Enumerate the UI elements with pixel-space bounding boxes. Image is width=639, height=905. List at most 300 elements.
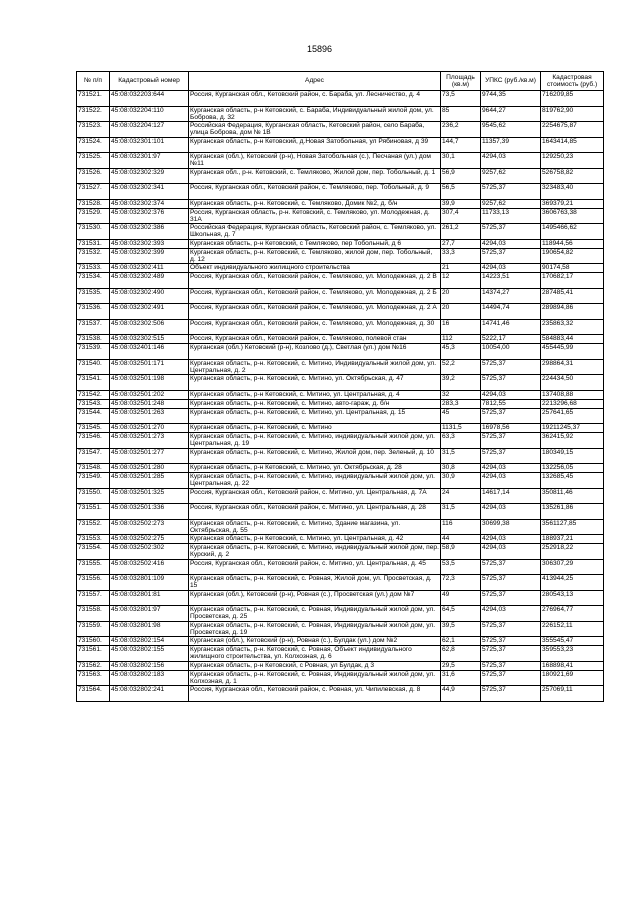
address: Россия, Курганская обл., Кетовский район, с. Бараба, ул. Лесничество, д. 4 bbox=[189, 91, 441, 107]
row-number: 731552. bbox=[77, 519, 110, 535]
table-row bbox=[77, 504, 604, 520]
address: Россия, Курганская обл., Кетовский район, с. Темляково, пер. Тобольный, д. 9 bbox=[189, 184, 441, 200]
table-row bbox=[77, 661, 604, 670]
upks: 5725,37 bbox=[481, 637, 541, 646]
cadastral-number: 45:08:032501:280 bbox=[110, 464, 189, 473]
cadastral-number: 45:08:032802:154 bbox=[110, 637, 189, 646]
table-row bbox=[77, 137, 604, 153]
upks: 5725,37 bbox=[481, 359, 541, 375]
cadastral-number: 45:08:032501:248 bbox=[110, 399, 189, 408]
cadastral-value: 3606763,38 bbox=[541, 208, 604, 224]
upks: 5725,37 bbox=[481, 375, 541, 391]
cadastral-number: 45:08:032302:329 bbox=[110, 168, 189, 184]
address: Курганская обл., р-н. Кетовский, с. Темляково, Жилой дом, пер. Тобольный, д. 1 bbox=[189, 168, 441, 184]
row-number: 731539. bbox=[77, 344, 110, 360]
address: Россия, Курганская обл., Кетовский район, с. Темляково, полевой стан bbox=[189, 335, 441, 344]
area: 45 bbox=[441, 408, 481, 424]
upks: 14223,51 bbox=[481, 273, 541, 289]
upks: 14617,14 bbox=[481, 488, 541, 504]
upks: 9257,62 bbox=[481, 168, 541, 184]
cadastral-number: 45:08:032501:198 bbox=[110, 375, 189, 391]
cadastral-value: 135261,86 bbox=[541, 504, 604, 520]
upks: 5725,37 bbox=[481, 433, 541, 449]
area: 20 bbox=[441, 288, 481, 304]
row-number: 731540. bbox=[77, 359, 110, 375]
cadastral-number: 45:08:032501:202 bbox=[110, 390, 189, 399]
upks: 5725,37 bbox=[481, 661, 541, 670]
area: 112 bbox=[441, 335, 481, 344]
table-row bbox=[77, 168, 604, 184]
cadastral-number: 45:08:032204:110 bbox=[110, 106, 189, 122]
address: Россия, Курганская обл., Кетовский район, с. Ровная, ул. Чипилевская, д. 8 bbox=[189, 686, 441, 702]
row-number: 731537. bbox=[77, 319, 110, 335]
row-number: 731563. bbox=[77, 670, 110, 686]
cadastral-number: 45:08:032203:644 bbox=[110, 91, 189, 107]
row-number: 731541. bbox=[77, 375, 110, 391]
cadastral-number: 45:08:032302:489 bbox=[110, 273, 189, 289]
row-number: 731536. bbox=[77, 304, 110, 320]
address: Курганская область, р-н. Кетовский, с. Митино bbox=[189, 424, 441, 433]
upks: 5725,37 bbox=[481, 621, 541, 637]
cadastral-number: 45:08:032301:101 bbox=[110, 137, 189, 153]
upks: 14741,46 bbox=[481, 319, 541, 335]
cadastral-value: 350811,46 bbox=[541, 488, 604, 504]
cadastral-value: 19211245,37 bbox=[541, 424, 604, 433]
upks: 5725,37 bbox=[481, 575, 541, 591]
address: Курганская область, р-н. Кетовский, с. Ровная, Индивидуальный жилой дом, ул. Просветская, д. 19 bbox=[189, 621, 441, 637]
row-number: 731544. bbox=[77, 408, 110, 424]
cadastral-value: 2213296,68 bbox=[541, 399, 604, 408]
cadastral-number: 45:08:032302:399 bbox=[110, 248, 189, 264]
upks: 5725,37 bbox=[481, 646, 541, 662]
area: 73,5 bbox=[441, 91, 481, 107]
cadastral-value: 276964,77 bbox=[541, 606, 604, 622]
row-number: 731559. bbox=[77, 621, 110, 637]
row-number: 731564. bbox=[77, 686, 110, 702]
cadastral-number: 45:08:032401:146 bbox=[110, 344, 189, 360]
table-row bbox=[77, 519, 604, 535]
address: Курганская (обл.), Кетовский (р-н), Новая Затобольная (с.), Песчаная (ул.) дом №11 bbox=[189, 153, 441, 169]
area: 30,1 bbox=[441, 153, 481, 169]
address: Курганская область, р-н. Кетовский, с. Темляково, жилой дом, пер. Тобольный, д. 12 bbox=[189, 248, 441, 264]
cadastral-number: 45:08:032302:393 bbox=[110, 239, 189, 248]
row-number: 731524. bbox=[77, 137, 110, 153]
address: Курганская (обл.), Кетовский (р-н), Ровная (с.), Просветская (ул.) дом №7 bbox=[189, 590, 441, 606]
upks: 4294,03 bbox=[481, 473, 541, 489]
area: 53,5 bbox=[441, 559, 481, 575]
cadastral-value: 132685,45 bbox=[541, 473, 604, 489]
address: Россия, Курганская обл., Кетовский район, с. Митино, ул. Центральная, д. 28 bbox=[189, 504, 441, 520]
row-number: 731530. bbox=[77, 224, 110, 240]
cadastral-value: 226152,11 bbox=[541, 621, 604, 637]
table-row bbox=[77, 335, 604, 344]
cadastral-number: 45:08:032501:285 bbox=[110, 473, 189, 489]
area: 62,8 bbox=[441, 646, 481, 662]
row-number: 731542. bbox=[77, 390, 110, 399]
table-row bbox=[77, 239, 604, 248]
table-row bbox=[77, 248, 604, 264]
area: 20 bbox=[441, 304, 481, 320]
cadastral-value: 168898,41 bbox=[541, 661, 604, 670]
cadastral-value: 323483,40 bbox=[541, 184, 604, 200]
row-number: 731528. bbox=[77, 199, 110, 208]
cadastral-value: 306307,29 bbox=[541, 559, 604, 575]
area: 236,2 bbox=[441, 122, 481, 138]
area: 307,4 bbox=[441, 208, 481, 224]
table-row bbox=[77, 559, 604, 575]
table-row bbox=[77, 621, 604, 637]
upks: 5725,37 bbox=[481, 224, 541, 240]
table-row bbox=[77, 424, 604, 433]
address: Курганская область, р-н. Кетовский, с. Митино, авто-гараж, д. б/н bbox=[189, 399, 441, 408]
cadastral-number: 45:08:032802:241 bbox=[110, 686, 189, 702]
row-number: 731522. bbox=[77, 106, 110, 122]
address: Курганская область, р-н. Кетовский, с. Митино, ул. Октябрьская, д. 47 bbox=[189, 375, 441, 391]
address: Курганская область, р-н Кетовский, с. Бараба, Индивидуальный жилой дом, ул. Боброва, д. 32 bbox=[189, 106, 441, 122]
row-number: 731550. bbox=[77, 488, 110, 504]
upks: 4294,03 bbox=[481, 535, 541, 544]
cadastral-number: 45:08:032501:336 bbox=[110, 504, 189, 520]
header-address: Адрес bbox=[189, 72, 441, 91]
table-row bbox=[77, 399, 604, 408]
row-number: 731560. bbox=[77, 637, 110, 646]
upks: 4294,03 bbox=[481, 390, 541, 399]
area: 64,5 bbox=[441, 606, 481, 622]
row-number: 731545. bbox=[77, 424, 110, 433]
cadastral-value: 413944,25 bbox=[541, 575, 604, 591]
cadastral-value: 170682,17 bbox=[541, 273, 604, 289]
row-number: 731535. bbox=[77, 288, 110, 304]
address: Россия, Курганская обл., Кетовский район, с. Митино, ул. Центральная, д. 7А bbox=[189, 488, 441, 504]
row-number: 731538. bbox=[77, 335, 110, 344]
address: Курганская (обл.), Кетовский (р-н), Ровная (с.), Булдак (ул.) дом №2 bbox=[189, 637, 441, 646]
cadastral-value: 235863,32 bbox=[541, 319, 604, 335]
row-number: 731543. bbox=[77, 399, 110, 408]
area: 24 bbox=[441, 488, 481, 504]
address: Курганская область, р-н. Кетовский, с. Митино, ул. Центральная, д. 15 bbox=[189, 408, 441, 424]
cadastral-value: 180349,15 bbox=[541, 448, 604, 464]
row-number: 731548. bbox=[77, 464, 110, 473]
address: Россия, Курганская обл., Кетовский район, с. Темляково, ул. Молодежная, д. 2 Б bbox=[189, 288, 441, 304]
address: Россия, Курганская обл., Кетовский район, с. Темляково, ул. Молодежная, д. 2 А bbox=[189, 304, 441, 320]
area: 39,9 bbox=[441, 199, 481, 208]
area: 1131,5 bbox=[441, 424, 481, 433]
row-number: 731529. bbox=[77, 208, 110, 224]
upks: 16978,56 bbox=[481, 424, 541, 433]
address: Курганская область, р-н Кетовский, с Ровная, ул Булдак, д 3 bbox=[189, 661, 441, 670]
row-number: 731527. bbox=[77, 184, 110, 200]
cadastral-number: 45:08:032802:183 bbox=[110, 670, 189, 686]
cadastral-value: 188937,21 bbox=[541, 535, 604, 544]
row-number: 731554. bbox=[77, 544, 110, 560]
area: 62,1 bbox=[441, 637, 481, 646]
address: Курганская область, р-н Кетовский, с. Митино, ул. Центральная, д. 42 bbox=[189, 535, 441, 544]
area: 31,5 bbox=[441, 504, 481, 520]
cadastral-value: 355545,47 bbox=[541, 637, 604, 646]
table-row bbox=[77, 264, 604, 273]
upks: 5725,37 bbox=[481, 670, 541, 686]
cadastral-number: 45:08:032501:263 bbox=[110, 408, 189, 424]
header-cadastral-value: Кадастровая стоимость (руб.) bbox=[541, 72, 604, 91]
cadastral-value: 257641,65 bbox=[541, 408, 604, 424]
cadastral-number: 45:08:032302:374 bbox=[110, 199, 189, 208]
upks: 4294,03 bbox=[481, 264, 541, 273]
table-row bbox=[77, 122, 604, 138]
row-number: 731556. bbox=[77, 575, 110, 591]
table-row bbox=[77, 153, 604, 169]
cadastral-number: 45:08:032302:515 bbox=[110, 335, 189, 344]
table-header bbox=[77, 72, 604, 91]
address: Россия, Курганская обл., Кетовский район, с. Темляково, ул. Молодежная, д. 30 bbox=[189, 319, 441, 335]
address: Российская Федерация, Курганская область, Кетовский район, с. Темляково, ул. Школьная, д. 7 bbox=[189, 224, 441, 240]
upks: 5725,37 bbox=[481, 408, 541, 424]
table-row bbox=[77, 535, 604, 544]
cadastral-number: 45:08:032302:411 bbox=[110, 264, 189, 273]
address: Курганская (обл.) Кетовский (р-н), Козлово (д.), Светлая (ул.) дом №16 bbox=[189, 344, 441, 360]
upks: 4294,03 bbox=[481, 544, 541, 560]
cadastral-number: 45:08:032302:490 bbox=[110, 288, 189, 304]
upks: 4294,03 bbox=[481, 153, 541, 169]
cadastral-value: 289894,86 bbox=[541, 304, 604, 320]
area: 63,3 bbox=[441, 433, 481, 449]
cadastral-number: 45:08:032302:376 bbox=[110, 208, 189, 224]
area: 39,5 bbox=[441, 621, 481, 637]
area: 31,5 bbox=[441, 448, 481, 464]
area: 44,9 bbox=[441, 686, 481, 702]
table-row bbox=[77, 408, 604, 424]
address: Курганская область, р-н. Кетовский, с. Митино, индивидуальный жилой дом, пер. Курский, д. 2 bbox=[190, 544, 439, 559]
cadastral-number: 45:08:032801:109 bbox=[110, 575, 189, 591]
header-row bbox=[77, 72, 604, 91]
address: Россия, Курганская обл., Кетовский район, с. Темляково, ул. Молодежная, д. 2 В bbox=[189, 273, 441, 289]
address: Курганская область, р-н Кетовский, с. Митино, ул. Центральная, д. 4 bbox=[189, 390, 441, 399]
header-number: № п/п bbox=[77, 72, 110, 91]
area: 56,5 bbox=[441, 184, 481, 200]
table-row bbox=[77, 670, 604, 686]
table-row bbox=[77, 288, 604, 304]
area: 283,3 bbox=[441, 399, 481, 408]
upks: 5725,37 bbox=[481, 184, 541, 200]
cadastral-value: 190654,82 bbox=[541, 248, 604, 264]
table-row bbox=[77, 488, 604, 504]
table-row bbox=[77, 433, 604, 449]
address: Россия, Курганская обл., Кетовский район, с. Митино, ул. Центральная, д. 45 bbox=[189, 559, 441, 575]
cadastral-value: 1495466,62 bbox=[541, 224, 604, 240]
address: Российская Федерация, Курганская область, Кетовский район, село Бараба, улица Боброва, дом № 1В bbox=[189, 122, 441, 138]
table-row bbox=[77, 375, 604, 391]
address: Курганская область, р-н. Кетовский, с. Митино, Индивидуальный жилой дом, ул. Центральная, д. 2 bbox=[189, 359, 441, 375]
address: Курганская область, р-н. Кетовский, с. Митино, Жилой дом, пер. Зеленый, д. 10 bbox=[189, 448, 441, 464]
table-row bbox=[77, 646, 604, 662]
address: Курганская область, р-н. Кетовский, с. Ровная, Индивидуальный жилой дом, ул. Просветская, д. 25 bbox=[189, 606, 441, 622]
address: Россия, Курганская область, р-н. Кетовский, с. Темляково, ул. Молодежная, д. 31А bbox=[189, 208, 441, 224]
upks: 14374,27 bbox=[481, 288, 541, 304]
cadastral-number: 45:08:032502:275 bbox=[110, 535, 189, 544]
upks: 5725,37 bbox=[481, 448, 541, 464]
table-row bbox=[77, 637, 604, 646]
table-row bbox=[77, 448, 604, 464]
cadastral-number: 45:08:032501:270 bbox=[110, 424, 189, 433]
cadastral-number: 45:08:032302:386 bbox=[110, 224, 189, 240]
address: Курганская область, р-н. Кетовский, с. Митино, индивидуальный жилой дом, ул. Центральная, д. 22 bbox=[189, 473, 441, 489]
cadastral-number: 45:08:032302:491 bbox=[110, 304, 189, 320]
table-row bbox=[77, 544, 604, 560]
table-row bbox=[77, 590, 604, 606]
cadastral-value: 224434,50 bbox=[541, 375, 604, 391]
area: 144,7 bbox=[441, 137, 481, 153]
area: 27,7 bbox=[441, 239, 481, 248]
cadastral-value: 298864,31 bbox=[541, 359, 604, 375]
row-number: 731561. bbox=[77, 646, 110, 662]
upks: 14494,74 bbox=[481, 304, 541, 320]
area: 29,5 bbox=[441, 661, 481, 670]
table-row bbox=[77, 224, 604, 240]
table-row bbox=[77, 199, 604, 208]
address: Курганская область, р-н Кетовский, с. Митино, ул. Октябрьская, д. 28 bbox=[189, 464, 441, 473]
row-number: 731525. bbox=[77, 153, 110, 169]
cadastral-value: 287485,41 bbox=[541, 288, 604, 304]
upks: 9744,35 bbox=[481, 91, 541, 107]
row-number: 731558. bbox=[77, 606, 110, 622]
address: Курганская область, р-н Кетовский, д.Новая Затобольная, ул Рябиновая, д 39 bbox=[189, 137, 441, 153]
row-number: 731521. bbox=[77, 91, 110, 107]
row-number: 731533. bbox=[77, 264, 110, 273]
address: Курганская область, р-н. Кетовский, с. Ровная, Жилой дом, ул. Просветская, д. 15 bbox=[189, 575, 441, 591]
cadastral-value: 819762,90 bbox=[541, 106, 604, 122]
cadastral-value: 90174,58 bbox=[541, 264, 604, 273]
cadastral-number: 45:08:032302:341 bbox=[110, 184, 189, 200]
table-row bbox=[77, 390, 604, 399]
cadastral-value: 455445,99 bbox=[541, 344, 604, 360]
row-number: 731531. bbox=[77, 239, 110, 248]
cadastral-value: 257069,11 bbox=[541, 686, 604, 702]
cadastral-value: 359553,23 bbox=[541, 646, 604, 662]
cadastral-value-table bbox=[76, 71, 604, 702]
area: 85 bbox=[441, 106, 481, 122]
row-number: 731523. bbox=[77, 122, 110, 138]
cadastral-value: 180921,69 bbox=[541, 670, 604, 686]
upks: 5725,37 bbox=[481, 686, 541, 702]
cadastral-number: 45:08:032501:277 bbox=[110, 448, 189, 464]
row-number: 731534. bbox=[77, 273, 110, 289]
row-number: 731557. bbox=[77, 590, 110, 606]
cadastral-value: 118944,56 bbox=[541, 239, 604, 248]
cadastral-number: 45:08:032301:97 bbox=[110, 153, 189, 169]
row-number: 731526. bbox=[77, 168, 110, 184]
upks: 9644,27 bbox=[481, 106, 541, 122]
cadastral-number: 45:08:032501:325 bbox=[110, 488, 189, 504]
table-row bbox=[77, 273, 604, 289]
upks: 11733,13 bbox=[481, 208, 541, 224]
table-body bbox=[77, 91, 604, 702]
table-row bbox=[77, 464, 604, 473]
cadastral-value: 2254675,87 bbox=[541, 122, 604, 138]
area: 56,9 bbox=[441, 168, 481, 184]
cadastral-value: 362415,92 bbox=[541, 433, 604, 449]
area: 44 bbox=[441, 535, 481, 544]
upks: 30699,38 bbox=[481, 519, 541, 535]
upks: 4294,03 bbox=[481, 239, 541, 248]
table-row bbox=[77, 304, 604, 320]
area: 72,3 bbox=[441, 575, 481, 591]
area: 12 bbox=[441, 273, 481, 289]
address: Объект индивидуального жилищного строительства bbox=[189, 264, 441, 273]
area: 39,2 bbox=[441, 375, 481, 391]
area: 32 bbox=[441, 390, 481, 399]
cadastral-number: 45:08:032801:81 bbox=[110, 590, 189, 606]
cadastral-value: 132256,05 bbox=[541, 464, 604, 473]
row-number: 731546. bbox=[77, 433, 110, 449]
area: 30,8 bbox=[441, 464, 481, 473]
cadastral-number: 45:08:032501:273 bbox=[110, 433, 189, 449]
area: 31,6 bbox=[441, 670, 481, 686]
area: 30,9 bbox=[441, 473, 481, 489]
cadastral-number: 45:08:032502:302 bbox=[110, 544, 189, 560]
row-number: 731549. bbox=[77, 473, 110, 489]
table-row bbox=[77, 344, 604, 360]
header-cadastral-number: Кадастровый номер bbox=[110, 72, 189, 91]
cadastral-value: 584883,44 bbox=[541, 335, 604, 344]
area: 116 bbox=[441, 519, 481, 535]
cadastral-number: 45:08:032502:416 bbox=[110, 559, 189, 575]
table-row bbox=[77, 575, 604, 591]
upks: 10054,00 bbox=[481, 344, 541, 360]
cadastral-number: 45:08:032802:155 bbox=[110, 646, 189, 662]
upks: 5725,37 bbox=[481, 248, 541, 264]
table-row bbox=[77, 184, 604, 200]
address: Курганская область, р-н Кетовский, с Темляково, пер Тобольный, д 6 bbox=[189, 239, 441, 248]
table-row bbox=[77, 319, 604, 335]
cadastral-value: 369379,21 bbox=[541, 199, 604, 208]
table-row bbox=[77, 91, 604, 107]
cadastral-value: 137408,88 bbox=[541, 390, 604, 399]
upks: 11357,39 bbox=[481, 137, 541, 153]
upks: 4294,03 bbox=[481, 504, 541, 520]
address: Курганская область, р-н. Кетовский, с. Митино, индивидуальный жилой дом, ул. Центральная, д. 19 bbox=[189, 433, 441, 449]
cadastral-number: 45:08:032302:506 bbox=[110, 319, 189, 335]
page-number: 15896 bbox=[306, 44, 333, 54]
upks: 9545,62 bbox=[481, 122, 541, 138]
cadastral-number: 45:08:032502:273 bbox=[110, 519, 189, 535]
row-number: 731551. bbox=[77, 504, 110, 520]
cadastral-value: 526758,82 bbox=[541, 168, 604, 184]
area: 261,2 bbox=[441, 224, 481, 240]
address: Курганская область, р-н. Кетовский, с. Ровная, Индивидуальный жилой дом, ул. Колхозная, д. 1 bbox=[189, 670, 441, 686]
upks: 5222,17 bbox=[481, 335, 541, 344]
cadastral-number: 45:08:032801:97 bbox=[110, 606, 189, 622]
row-number: 731553. bbox=[77, 535, 110, 544]
cadastral-number: 45:08:032204:127 bbox=[110, 122, 189, 138]
row-number: 731547. bbox=[77, 448, 110, 464]
upks: 4294,03 bbox=[481, 464, 541, 473]
upks: 7812,55 bbox=[481, 399, 541, 408]
table-row bbox=[77, 606, 604, 622]
cadastral-number: 45:08:032801:98 bbox=[110, 621, 189, 637]
upks: 4294,03 bbox=[481, 606, 541, 622]
address: Курганская область, р-н. Кетовский, с. Ровная, Объект индивидуального жилищного строительства, ул. Колхозная, д. 6 bbox=[189, 646, 441, 662]
upks: 5725,37 bbox=[481, 559, 541, 575]
row-number: 731532. bbox=[77, 248, 110, 264]
area: 58,9 bbox=[441, 544, 481, 560]
cadastral-value: 1643414,85 bbox=[541, 137, 604, 153]
header-area: Площадь (кв.м) bbox=[441, 72, 481, 91]
area: 33,3 bbox=[441, 248, 481, 264]
table-row bbox=[77, 208, 604, 224]
cadastral-value: 716209,85 bbox=[541, 91, 604, 107]
area: 16 bbox=[441, 319, 481, 335]
address: Курганская область, р-н. Кетовский, с. Темляково, Домик №2, д. б/н bbox=[189, 199, 441, 208]
cadastral-number: 45:08:032501:171 bbox=[110, 359, 189, 375]
